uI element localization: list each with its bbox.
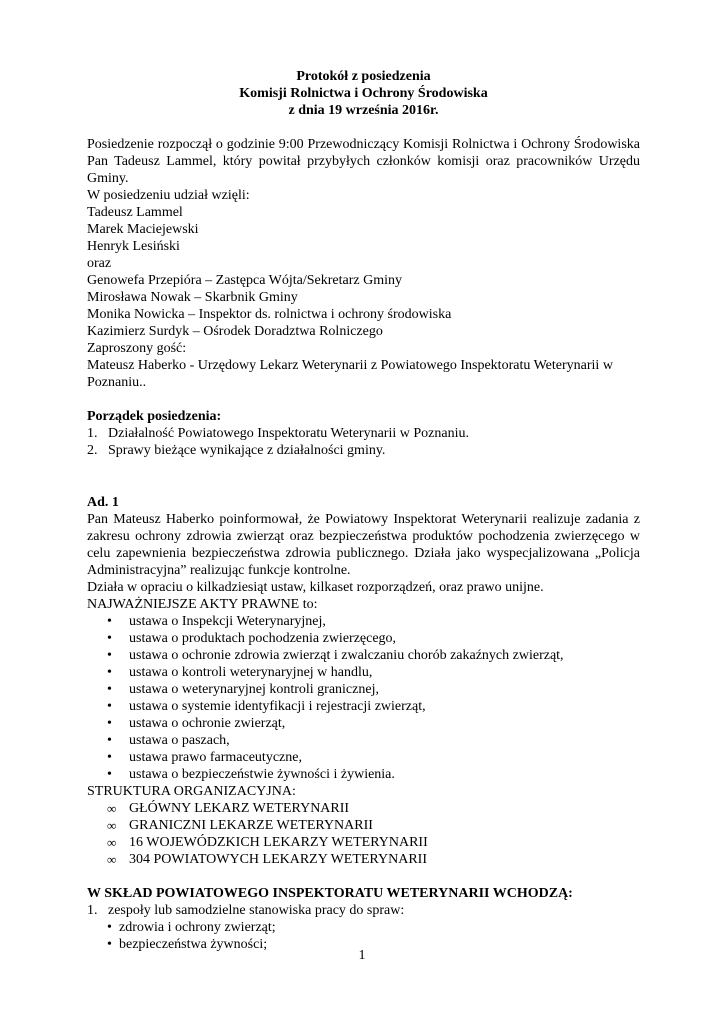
guest-line: Poznaniu.. [87, 375, 147, 390]
list-item: • bezpieczeństwa żywności; [107, 937, 268, 952]
agenda-item: 1. Działalność Powiatowego Inspektoratu Weterynarii w Poznaniu. [87, 426, 469, 441]
structure-list [87, 800, 640, 868]
list-item: • ustawa o paszach, [107, 733, 230, 748]
bullet-icon: • [107, 716, 112, 731]
infinity-icon: ∞ [107, 801, 117, 816]
composition-heading: W SKŁAD POWIATOWEGO INSPEKTORATU WETERYNARII WCHODZĄ: [87, 886, 573, 901]
staff-line: Kazimierz Surdyk – Ośrodek Doradztwa Rolniczego [87, 324, 383, 339]
composition-item: 1. zespoły lub samodzielne stanowiska pracy do spraw: [87, 903, 405, 918]
staff-line: Mirosława Nowak – Skarbnik Gminy [87, 290, 298, 305]
bullet-icon: • [107, 767, 112, 782]
legal-basis: Działa w opraciu o kilkadziesiąt ustaw, kilkaset rozporządzeń, oraz prawo unijne. [87, 580, 544, 595]
document-page [87, 68, 640, 953]
list-item: ∞ 304 POWIATOWYCH LEKARZY WETERYNARII [107, 852, 427, 867]
guest-label: Zaproszony gość: [87, 341, 187, 356]
bullet-icon: • [107, 920, 112, 935]
bullet-icon: • [107, 750, 112, 765]
bullet-icon: • [107, 614, 112, 629]
title-line-1: Protokół z posiedzenia [296, 69, 431, 84]
list-item: ∞ 16 WOJEWÓDZKICH LEKARZY WETERYNARII [107, 835, 428, 850]
agenda-item: 2. Sprawy bieżące wynikające z działalności gminy. [87, 443, 386, 458]
list-item: • ustawa o Inspekcji Weterynaryjnej, [107, 614, 326, 629]
bullet-icon: • [107, 699, 112, 714]
list-item: ∞ GŁÓWNY LEKARZ WETERYNARII [107, 801, 350, 816]
list-item: • ustawa o ochronie zdrowia zwierząt i zwalczaniu chorób zakaźnych zwierząt, [107, 648, 564, 663]
list-item: • ustawa o bezpieczeństwie żywności i żywienia. [107, 767, 395, 782]
structure-heading: STRUKTURA ORGANIZACYJNA: [87, 784, 296, 799]
oraz-text: oraz [87, 256, 112, 271]
list-item: • zdrowia i ochrony zwierząt; [107, 920, 276, 935]
document-title [87, 68, 640, 119]
member-name: Marek Maciejewski [87, 222, 199, 237]
list-item: • ustawa o kontroli weterynaryjnej w handlu, [107, 665, 373, 680]
infinity-icon: ∞ [107, 835, 117, 850]
acts-list [87, 613, 640, 783]
list-item: ∞ GRANICZNI LEKARZE WETERYNARII [107, 818, 373, 833]
list-item: • ustawa o weterynaryjnej kontroli granicznej, [107, 682, 379, 697]
list-item: • ustawa o ochronie zwierząt, [107, 716, 286, 731]
opening-paragraph: Posiedzenie rozpoczął o godzinie 9:00 Przewodniczący Komisji Rolnictwa i Ochrony Środowiska Pan Tadeusz Lammel, który powitał przybyłych członków komisji oraz pracowników Urzędu Gminy. [87, 137, 640, 186]
list-item: • ustawa o systemie identyfikacji i rejestracji zwierząt, [107, 699, 426, 714]
guest-line: Mateusz Haberko - Urzędowy Lekarz Weterynarii z Powiatowego Inspektoratu Weterynarii w [87, 358, 613, 373]
attendance-label: W posiedzeniu udział wzięli: [87, 188, 250, 203]
acts-heading: NAJWAŻNIEJSZE AKTY PRAWNE to: [87, 597, 318, 612]
staff-line: Monika Nowicka – Inspektor ds. rolnictwa i ochrony środowiska [87, 307, 452, 322]
ad1-paragraph: Pan Mateusz Haberko poinformował, że Powiatowy Inspektorat Weterynarii realizuje zadania z zakresu ochrony zdrowia zwierząt oraz bezpieczeństwa produktów pochodzenia zwierzęcego w celu zapewnienia bezpieczeństwa zdrowia publicznego. Działa jako wyspecjalizowana „Policja Administracyjna” realizując funkcje kontrolne. [87, 512, 640, 578]
bullet-icon: • [107, 682, 112, 697]
composition-list [87, 902, 640, 919]
bullet-icon: • [107, 937, 112, 952]
page-number: 1 [358, 948, 366, 963]
bullet-icon: • [107, 648, 112, 663]
agenda-list [87, 425, 640, 459]
ad1-heading: Ad. 1 [87, 495, 119, 510]
bullet-icon: • [107, 665, 112, 680]
member-name: Tadeusz Lammel [87, 205, 183, 220]
bullet-icon: • [107, 631, 112, 646]
title-line-3: z dnia 19 września 2016r. [288, 103, 439, 118]
list-item: • ustawa prawo farmaceutyczne, [107, 750, 302, 765]
agenda-heading: Porządek posiedzenia: [87, 409, 222, 424]
list-item: • ustawa o produktach pochodzenia zwierzęcego, [107, 631, 397, 646]
staff-line: Genowefa Przepióra – Zastępca Wójta/Sekretarz Gminy [87, 273, 402, 288]
infinity-icon: ∞ [107, 818, 117, 833]
member-name: Henryk Lesiński [87, 239, 180, 254]
bullet-icon: • [107, 733, 112, 748]
title-line-2: Komisji Rolnictwa i Ochrony Środowiska [239, 86, 488, 101]
infinity-icon: ∞ [107, 852, 117, 867]
